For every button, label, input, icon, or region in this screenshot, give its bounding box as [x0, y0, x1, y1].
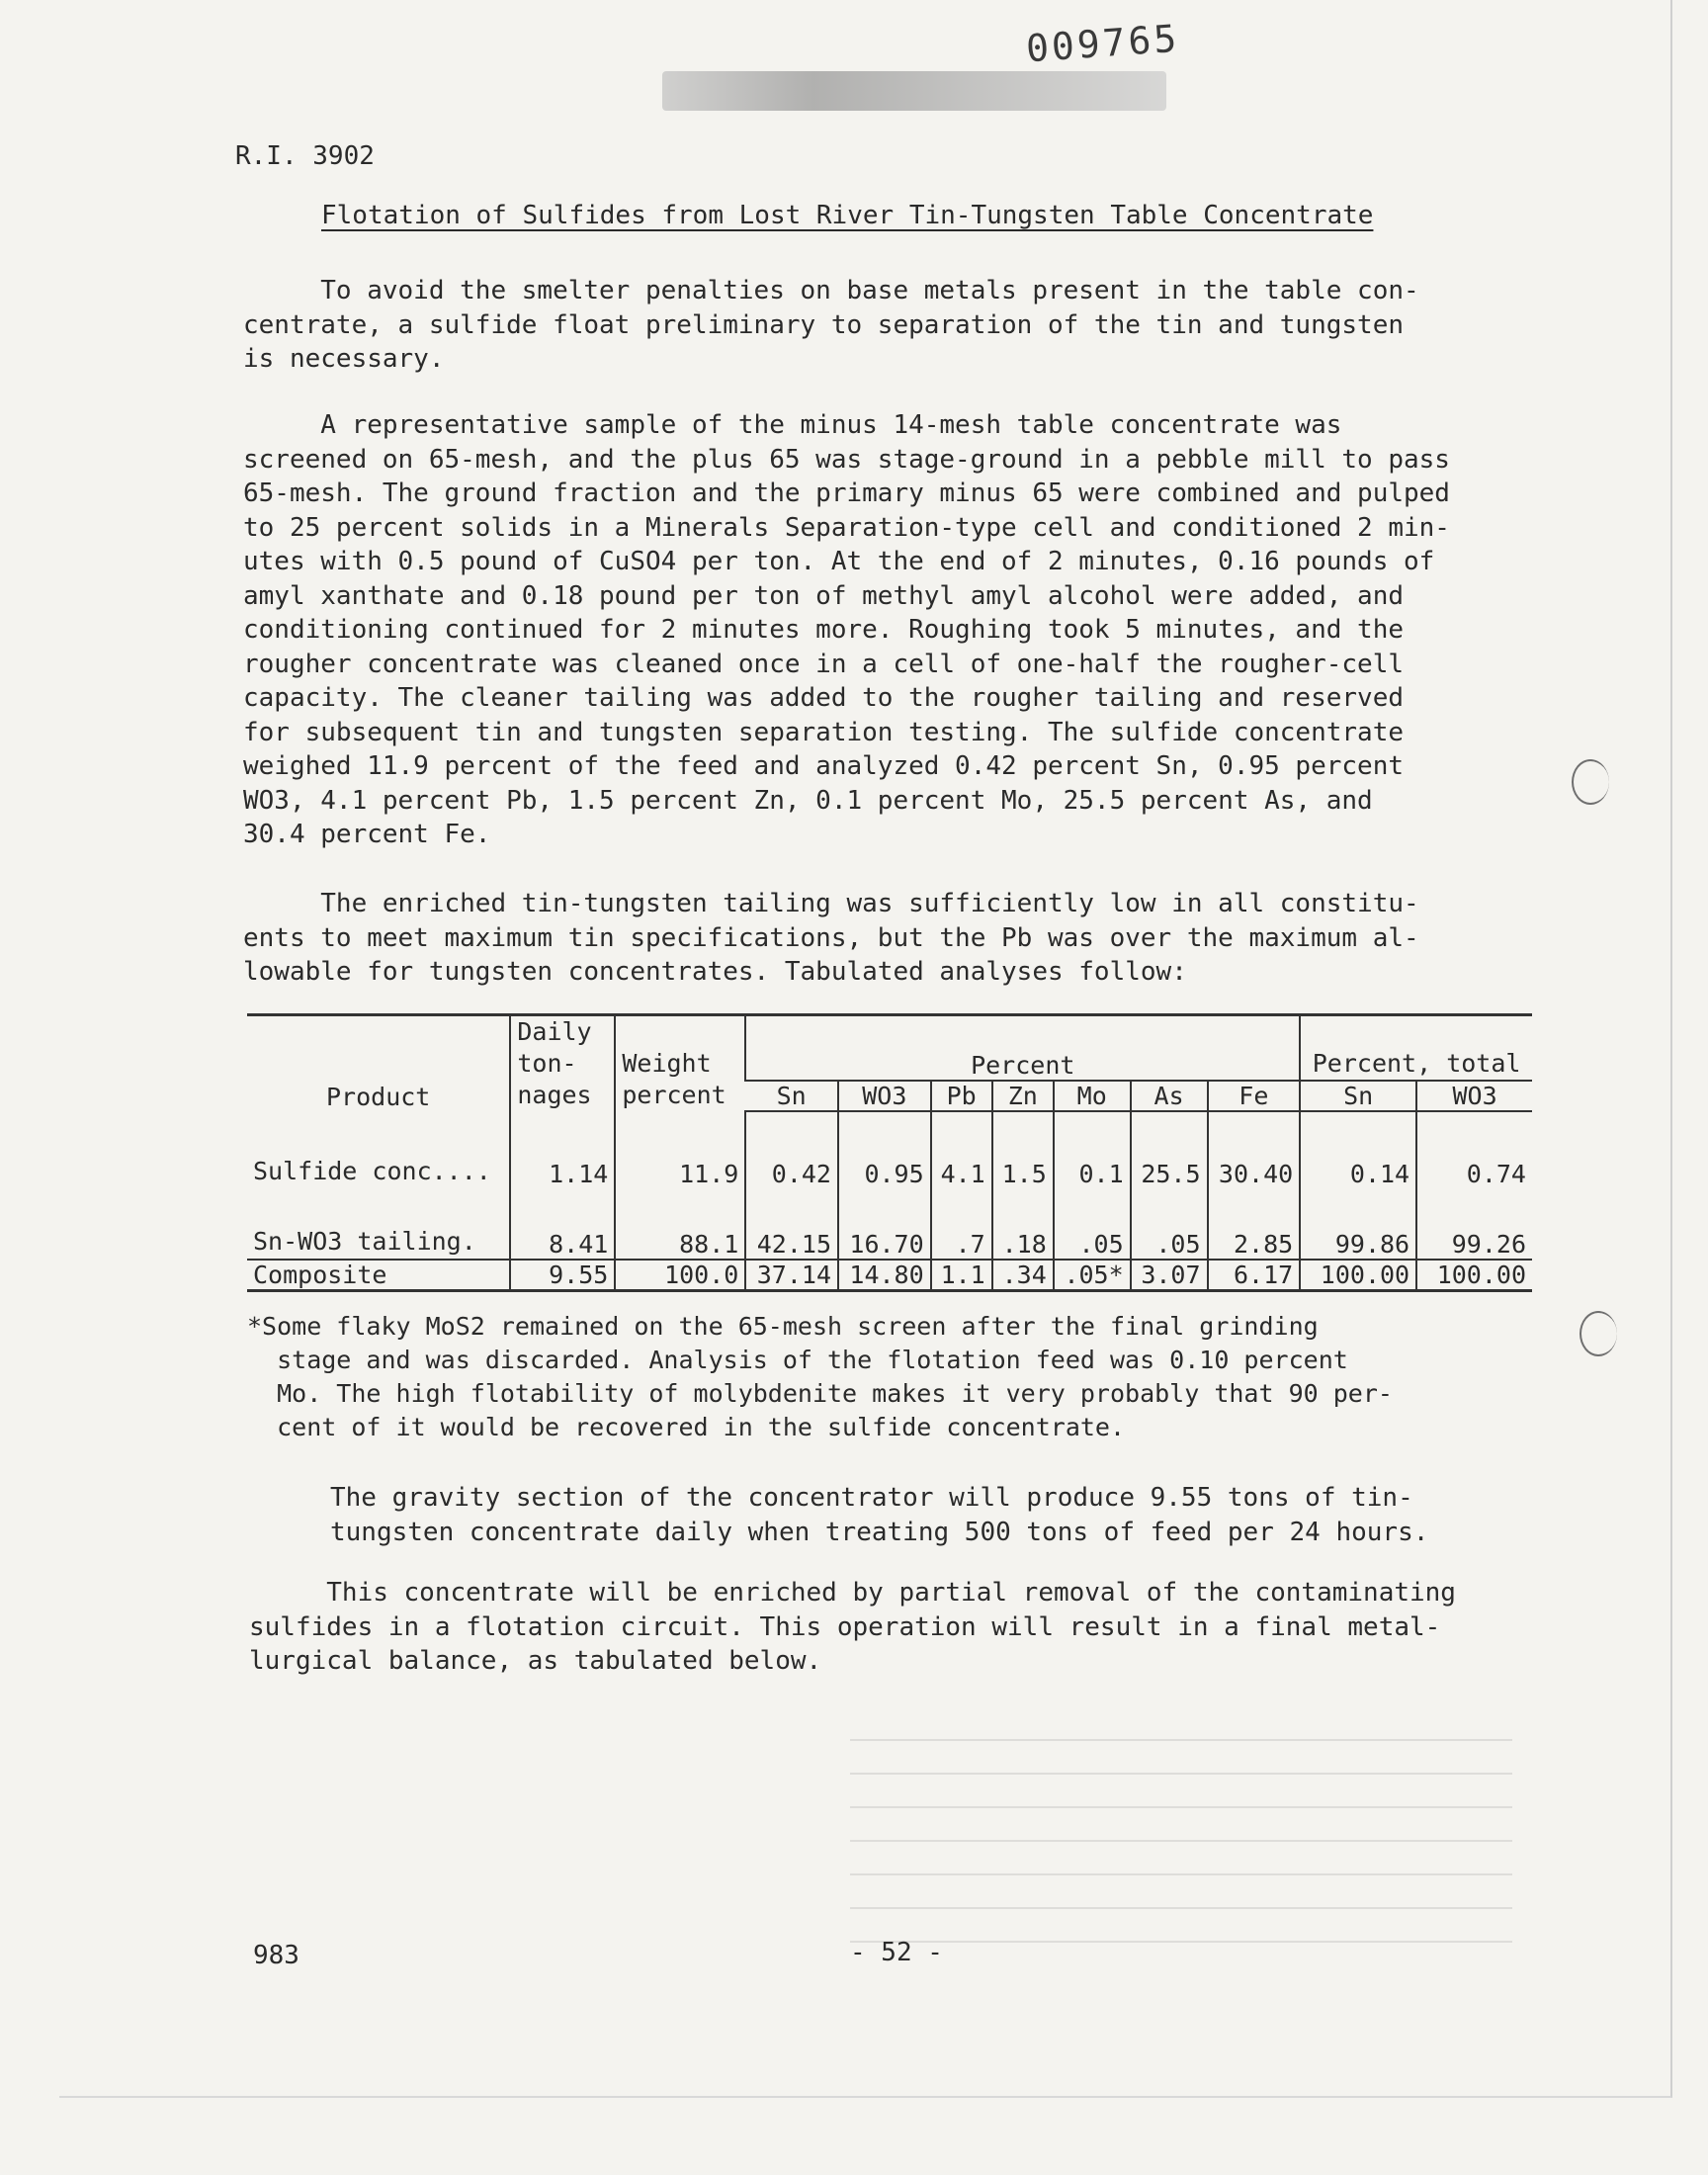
cell-fe: 2.85: [1208, 1188, 1301, 1260]
bleed-through-table: [850, 1715, 1512, 1943]
paragraph-gravity-section: The gravity section of the concentrator will produce 9.55 tons of tin- tungsten concentrate daily when treating 500 tons of feed per 24 hours.: [330, 1483, 1429, 1547]
cell-total-wo3: 0.74: [1416, 1111, 1532, 1188]
row-product: Sulfide conc....: [253, 1157, 491, 1185]
row-weight: 100.0: [615, 1260, 745, 1291]
cell-pb: .7: [931, 1188, 992, 1260]
row-product: Composite: [247, 1260, 510, 1291]
header-pb: Pb: [931, 1081, 992, 1111]
cell-total-sn: 0.14: [1300, 1111, 1416, 1188]
cell-mo: .05*: [1054, 1260, 1131, 1291]
cell-zn: .18: [992, 1188, 1054, 1260]
cell-as: 3.07: [1131, 1260, 1208, 1291]
row-weight: 11.9: [615, 1111, 745, 1188]
cell-total-sn: 99.86: [1300, 1188, 1416, 1260]
header-product: Product: [247, 1015, 510, 1112]
table-footnote: *Some flaky MoS2 remained on the 65-mesh screen after the final grinding stage and was discarded. Analysis of the flotation feed was 0.10 percent Mo. The high flotability of molybdenite makes it very probably that 90 per- cent of it would be recovered in the sulfide concentrate.: [247, 1312, 1393, 1441]
header-total-wo3: WO3: [1416, 1081, 1532, 1111]
report-id: R.I. 3902: [235, 141, 375, 171]
cell-zn: .34: [992, 1260, 1054, 1291]
cell-wo3: 14.80: [838, 1260, 931, 1291]
table-row: [247, 1188, 1532, 1260]
header-fe: Fe: [1208, 1081, 1301, 1111]
header-zn: Zn: [992, 1081, 1054, 1111]
table-row: [247, 1260, 1532, 1291]
paragraph-results: The enriched tin-tungsten tailing was sufficiently low in all constitu- ents to meet maximum tin specifications, but the Pb was over the maximum al- lowable for tungsten concentrates. Tabulated analyses follow:: [243, 889, 1419, 987]
analysis-table: [247, 1013, 1532, 1292]
cell-as: 25.5: [1131, 1111, 1208, 1188]
cell-sn: 42.15: [745, 1188, 838, 1260]
paragraph-intro: To avoid the smelter penalties on base metals present in the table con- centrate, a sulfide float preliminary to separation of the tin and tungsten is necessary.: [243, 276, 1419, 374]
cell-total-wo3: 99.26: [1416, 1188, 1532, 1260]
row-daily: 8.41: [510, 1188, 615, 1260]
row-daily: 9.55: [510, 1260, 615, 1291]
cell-pb: 1.1: [931, 1260, 992, 1291]
header-daily-tonnages: Daily ton- nages: [510, 1015, 615, 1112]
redacted-stamp: [662, 71, 1166, 111]
row-product: Sn-WO3 tailing.: [253, 1227, 476, 1256]
cell-fe: 30.40: [1208, 1111, 1301, 1188]
cell-as: .05: [1131, 1188, 1208, 1260]
cell-wo3: 0.95: [838, 1111, 931, 1188]
stamp-number: 009765: [1024, 16, 1181, 71]
header-sn: Sn: [745, 1081, 838, 1111]
document-title: Flotation of Sulfides from Lost River Tin-Tungsten Table Concentrate: [321, 201, 1374, 230]
cell-sn: 37.14: [745, 1260, 838, 1291]
row-weight: 88.1: [615, 1188, 745, 1260]
header-percent-group: Percent: [745, 1015, 1300, 1082]
punch-hole: [1580, 1311, 1617, 1356]
cell-pb: 4.1: [931, 1111, 992, 1188]
cell-wo3: 16.70: [838, 1188, 931, 1260]
cell-sn: 0.42: [745, 1111, 838, 1188]
header-total-sn: Sn: [1300, 1081, 1416, 1111]
cell-mo: .05: [1054, 1188, 1131, 1260]
table-row: [247, 1111, 1532, 1188]
header-as: As: [1131, 1081, 1208, 1111]
cell-total-sn: 100.00: [1300, 1260, 1416, 1291]
document-code: 983: [253, 1941, 299, 1970]
header-mo: Mo: [1054, 1081, 1131, 1111]
cell-total-wo3: 100.00: [1416, 1260, 1532, 1291]
page-number: - 52 -: [850, 1938, 943, 1967]
header-percent-total-group: Percent, total: [1300, 1015, 1532, 1082]
cell-fe: 6.17: [1208, 1260, 1301, 1291]
header-weight-percent: Weight percent: [615, 1015, 745, 1112]
paragraph-enrichment: This concentrate will be enriched by partial removal of the contaminating sulfides in a flotation circuit. This operation will result in a final metal- lurgical balance, as tabulated below.: [249, 1578, 1456, 1676]
header-wo3: WO3: [838, 1081, 931, 1111]
paragraph-procedure: A representative sample of the minus 14-mesh table concentrate was screened on 65-mesh, and the plus 65 was stage-ground in a pebble mill to pass 65-mesh. The ground fraction and the primary minus 65 were combined and pulped to 25 percent solids in a Minerals Separation-type cell and conditioned 2 min- utes with 0.5 pound of CuSO4 per ton. At the end of 2 minutes, 0.16 pounds of amyl xanthate and 0.18 pound per ton of methyl amyl alcohol were added, and conditioning continued for 2 minutes more. Roughing took 5 minutes, and the rougher concentrate was cleaned once in a cell of one-half the rougher-cell capacity. The cleaner tailing was added to the rougher tailing and reserved for subsequent tin and tungsten separation testing. The sulfide concentrate weighed 11.9 percent of the feed and analyzed 0.42 percent Sn, 0.95 percent WO3, 4.1 percent Pb, 1.5 percent Zn, 0.1 percent Mo, 25.5 percent As, and 30.4 percent Fe.: [243, 410, 1450, 849]
row-daily: 1.14: [510, 1111, 615, 1188]
cell-zn: 1.5: [992, 1111, 1054, 1188]
punch-hole: [1572, 759, 1609, 805]
cell-mo: 0.1: [1054, 1111, 1131, 1188]
